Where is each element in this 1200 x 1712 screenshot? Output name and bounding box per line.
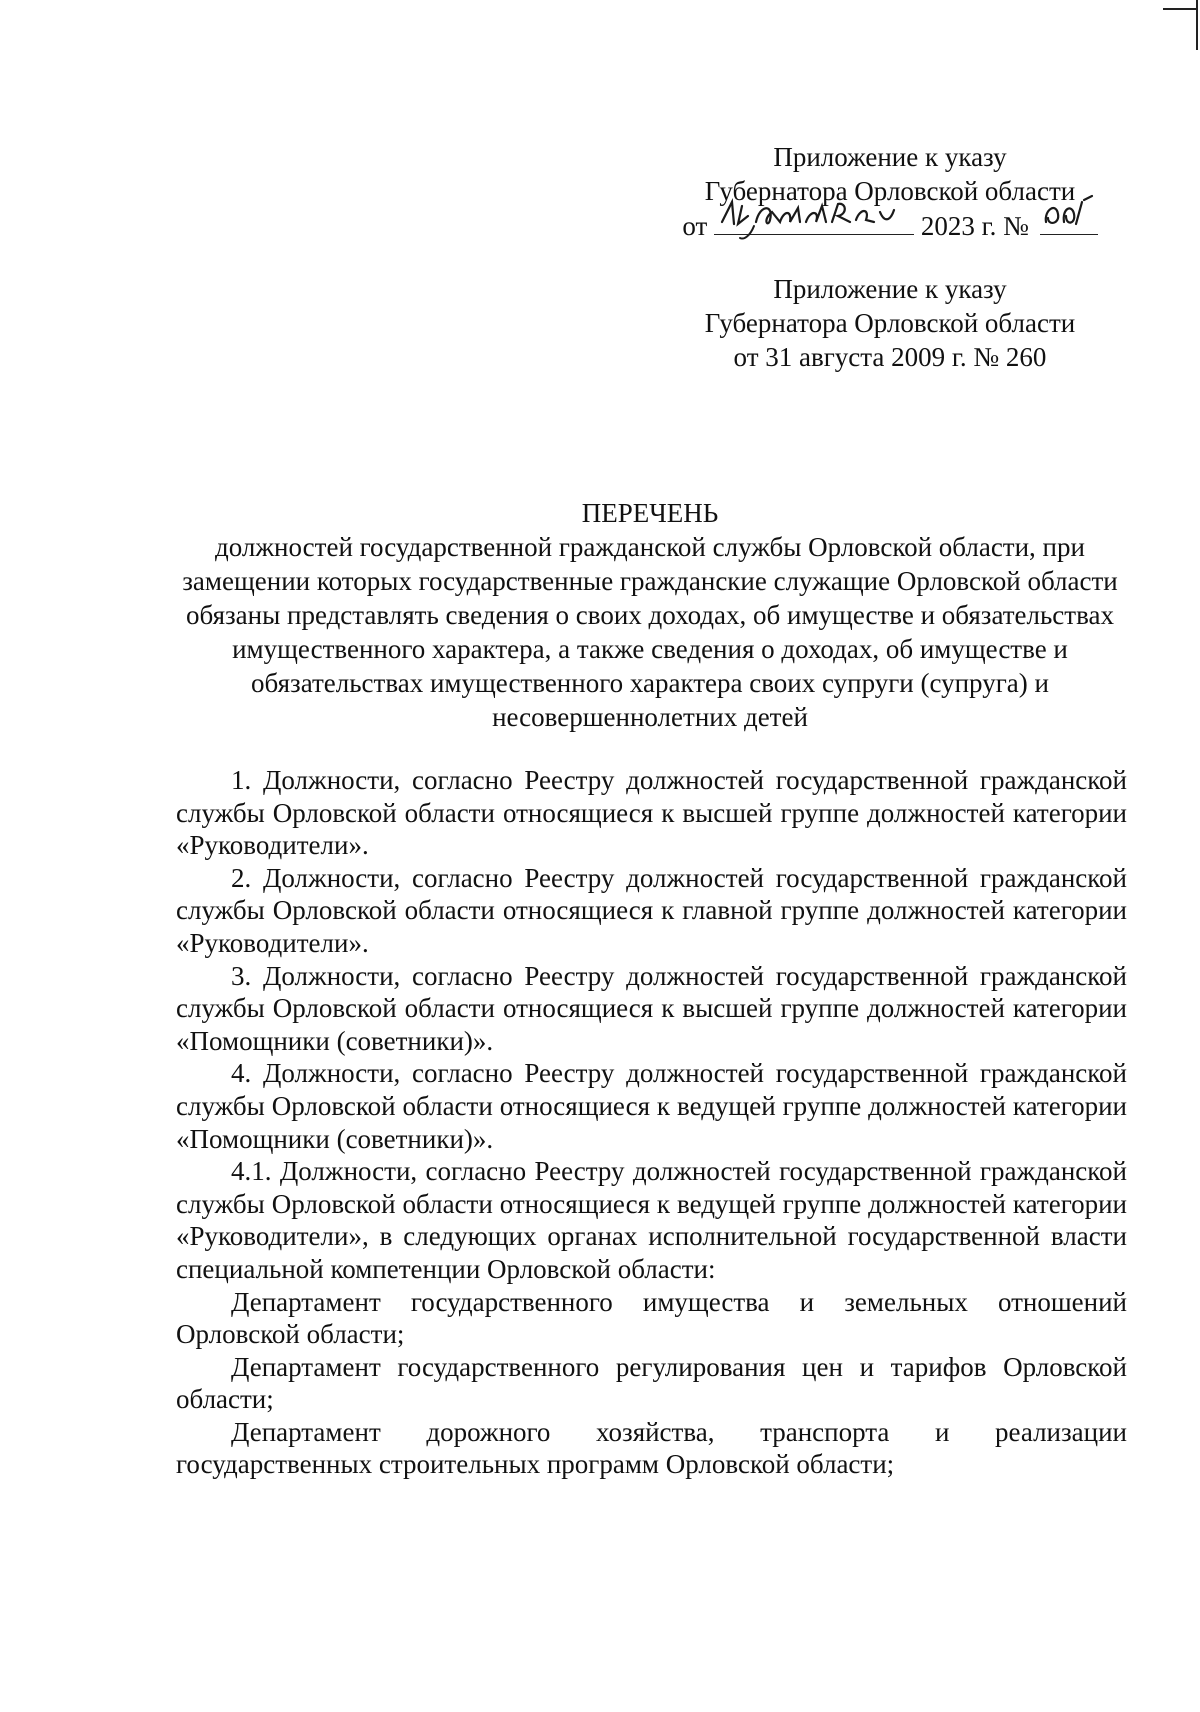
item-text: Должности, согласно Реестру должностей государственной гражданской службы Орловской области относящиеся к главной группе должностей категории «Руководители». [176,862,1127,958]
item-number: 4.1. [231,1156,272,1187]
appendix-line-2: Губернатора Орловской области [704,176,1076,206]
handwritten-number [1040,208,1098,235]
list-item [176,764,1127,862]
item-number: 3. [231,960,252,991]
appendix-header-new [640,140,1140,243]
year-text: 2023 г. № [920,211,1029,241]
item-text: Должности, согласно Реестру должностей государственной гражданской службы Орловской области относящиеся к высшей группе должностей категории «Руководители». [176,765,1127,861]
list-item [176,862,1127,960]
appendix-old-line-3: от 31 августа 2009 г. № 260 [733,342,1047,372]
department-item: Департамент государственного регулирования цен и тарифов Орловской области; [176,1351,1127,1415]
document-body [176,764,1127,1481]
list-item [176,1057,1127,1155]
item-text: Должности, согласно Реестру должностей государственной гражданской службы Орловской области относящиеся к ведущей группе должностей категории «Руководители», в следующих органах исполнительной государственной власти специальной компетенции Орловской области: [176,1156,1127,1284]
item-text: Должности, согласно Реестру должностей государственной гражданской службы Орловской области относящиеся к высшей группе должностей категории «Помощники (советники)». [176,960,1127,1056]
list-item [176,1155,1127,1285]
date-prefix: от [682,211,708,241]
item-number: 1. [231,765,252,795]
appendix-old-line-1: Приложение к указу [773,274,1007,304]
appendix-date-line [640,208,1140,243]
handwritten-date [714,208,914,235]
title-subtitle: должностей государственной гражданской службы Орловской области, при замещении которых государственные гражданские служащие Орловской области обязаны представлять сведения о своих доходах, об имуществе и обязательствах имущественного характера, а также сведения о доходах, об имуществе и обязательствах имущественного характера своих супруги (супруга) и несовершеннолетних детей [182,532,1118,732]
handwritten-number-signature [1040,192,1098,242]
scan-corner-mark [1163,8,1198,10]
list-item [176,960,1127,1058]
appendix-line-1: Приложение к указу [773,142,1007,172]
item-number: 2. [231,862,252,893]
appendix-header-old [640,272,1140,374]
handwritten-date-signature [714,192,914,242]
department-item: Департамент государственного имущества и земельных отношений Орловской области; [176,1286,1127,1350]
appendix-old-line-2: Губернатора Орловской области [704,308,1076,338]
item-number: 4. [231,1058,252,1089]
item-text: Должности, согласно Реестру должностей государственной гражданской службы Орловской области относящиеся к ведущей группе должностей категории «Помощники (советники)». [176,1058,1127,1154]
document-title [170,496,1130,734]
department-item: Департамент дорожного хозяйства, транспорта и реализации государственных строительных программ Орловской области; [176,1416,1127,1480]
title-heading: ПЕРЕЧЕНЬ [581,498,719,528]
